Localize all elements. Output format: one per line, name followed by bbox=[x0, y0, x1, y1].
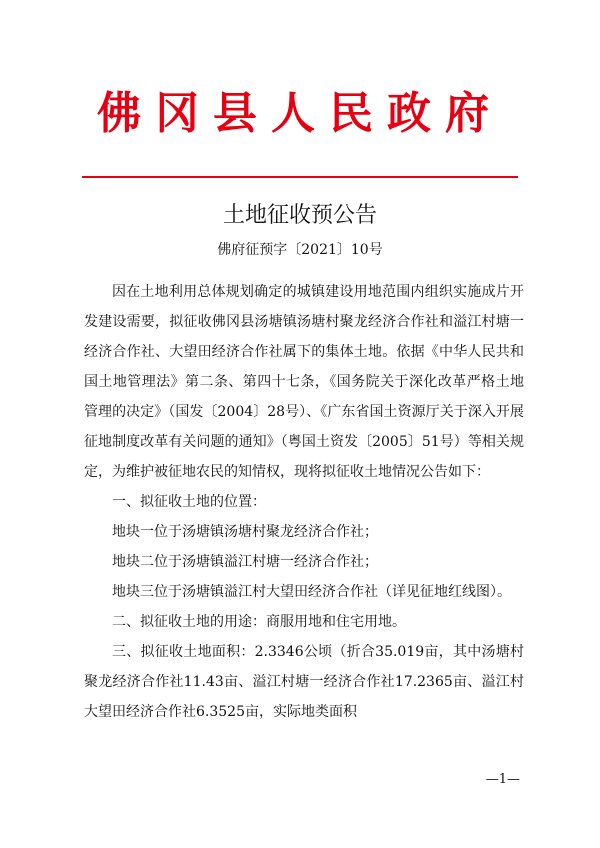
document-body bbox=[84, 277, 524, 727]
paragraph-intro: 因在土地利用总体规划确定的城镇建设用地范围内组织实施成片开发建设需要，拟征收佛冈县汤塘镇汤塘村聚龙经济合作社和溢江村塘一经济合作社、大望田经济合作社属下的集体土地。依据《中华人民共和国土地管理法》第二条、第四十七条，《国务院关于深化改革严格土地管理的决定》（国发〔2004〕28号）、《广东省国土资源厅关于深入开展征地制度改革有关问题的通知》（粤国土资发〔2005〕51号）等相关规定，为维护被征地农民的知情权，现将拟征收土地情况公告如下： bbox=[84, 284, 524, 480]
paragraph-parcel-three: 地块三位于汤塘镇溢江村大望田经济合作社（详见征地红线图）。 bbox=[112, 584, 511, 600]
paragraph-location-heading: 一、拟征收土地的位置： bbox=[112, 494, 266, 510]
paragraph-land-area: 三、拟征收土地面积：2.3346公顷（折合35.019亩，其中汤塘村聚龙经济合作社11.43亩、溢江村塘一经济合作社17.2365亩、溢江村大望田经济合作社6.3525亩，实际地类面积 bbox=[84, 644, 524, 720]
masthead-title: 佛冈县人民政府 bbox=[97, 88, 503, 139]
document-number: 佛府征预字〔2021〕10号 bbox=[217, 242, 383, 258]
paragraph-parcel-one: 地块一位于汤塘镇汤塘村聚龙经济合作社； bbox=[112, 524, 378, 540]
paragraph-parcel-two: 地块二位于汤塘镇溢江村塘一经济合作社； bbox=[112, 554, 378, 570]
red-divider-line bbox=[82, 176, 518, 178]
paragraph-land-use: 二、拟征收土地的用途：商服用地和住宅用地。 bbox=[112, 614, 406, 630]
document-title: 土地征收预公告 bbox=[222, 203, 377, 228]
page-number: —1— bbox=[485, 772, 520, 787]
